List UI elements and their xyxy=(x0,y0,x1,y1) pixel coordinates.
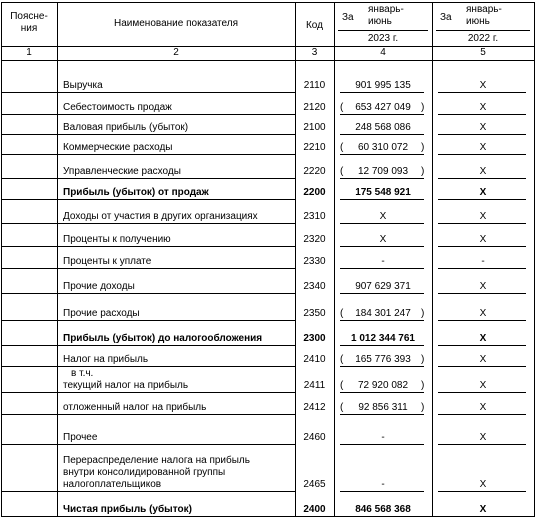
value-underline xyxy=(340,491,424,492)
row-code: 2411 xyxy=(303,380,326,391)
row-code: 2210 xyxy=(303,142,326,153)
row-value-previous: X xyxy=(479,432,487,443)
row-code: 2300 xyxy=(303,333,326,344)
row-value-previous: X xyxy=(479,166,487,177)
row-divider xyxy=(1,246,295,247)
value-underline xyxy=(438,223,526,224)
row-name: Проценты к получению xyxy=(63,234,171,245)
row-value-current: 901 995 135 xyxy=(355,80,411,91)
row-value-current: 12 709 093 xyxy=(357,166,409,177)
row-code: 2220 xyxy=(303,166,326,177)
column-number: 1 xyxy=(26,47,32,58)
value-underline xyxy=(340,92,424,93)
header-period-underline xyxy=(338,30,428,31)
row-name-line: внутри консолидированной группы xyxy=(63,467,226,478)
row-code: 2320 xyxy=(303,234,326,245)
value-underline xyxy=(438,199,526,200)
value-underline xyxy=(438,366,526,367)
row-value-previous: X xyxy=(479,354,487,365)
row-value-previous: X xyxy=(479,122,487,133)
row-value-current: 165 776 393 xyxy=(355,354,411,365)
row-code: 2200 xyxy=(303,187,326,198)
row-name: Себестоимость продаж xyxy=(63,102,172,113)
row-value-previous: X xyxy=(479,142,487,153)
row-divider xyxy=(1,366,295,367)
negative-close-paren: ) xyxy=(421,308,425,319)
row-code: 2350 xyxy=(303,308,326,319)
row-value-current: 248 568 086 xyxy=(355,122,411,133)
negative-close-paren: ) xyxy=(421,380,425,391)
value-underline xyxy=(438,178,526,179)
value-underline xyxy=(340,320,424,321)
row-code: 2310 xyxy=(303,211,326,222)
row-divider xyxy=(1,199,295,200)
negative-close-paren: ) xyxy=(421,142,425,153)
value-underline xyxy=(438,134,526,135)
row-value-previous: - xyxy=(481,256,485,267)
column-divider xyxy=(57,2,58,516)
value-underline xyxy=(438,491,526,492)
row-code: 2110 xyxy=(303,80,326,91)
table-top-border xyxy=(1,2,535,3)
row-name: Налог на прибыль xyxy=(63,354,149,365)
row-name: текущий налог на прибыль xyxy=(63,380,189,391)
negative-open-paren: ( xyxy=(340,402,344,413)
row-code: 2465 xyxy=(303,479,326,490)
row-value-current: 184 301 247 xyxy=(355,308,411,319)
row-name: Доходы от участия в других организациях xyxy=(63,211,258,222)
value-underline xyxy=(340,178,424,179)
header-explanations: ния xyxy=(20,23,38,34)
header-explanations: Поясне- xyxy=(10,11,48,22)
negative-open-paren: ( xyxy=(340,354,344,365)
row-value-current: 175 548 921 xyxy=(355,187,411,198)
value-underline xyxy=(438,345,526,346)
row-code: 2120 xyxy=(303,102,326,113)
value-underline xyxy=(340,114,424,115)
row-value-current: - xyxy=(381,479,385,490)
row-name: отложенный налог на прибыль xyxy=(63,402,207,413)
row-divider xyxy=(1,293,295,294)
row-code: 2460 xyxy=(303,432,326,443)
value-underline xyxy=(340,134,424,135)
value-underline xyxy=(438,268,526,269)
row-code: 2100 xyxy=(303,122,326,133)
row-value-current: 72 920 082 xyxy=(357,380,409,391)
row-value-previous: X xyxy=(479,333,487,344)
row-name: Управленческие расходы xyxy=(63,166,181,177)
header-period-year: 2023 г. xyxy=(367,33,399,44)
row-divider xyxy=(1,154,295,155)
row-divider xyxy=(1,223,295,224)
header-period-months: январь- xyxy=(368,4,404,15)
header-period-prefix: За xyxy=(440,12,452,23)
value-underline xyxy=(340,223,424,224)
value-underline xyxy=(438,114,526,115)
header-period-prefix: За xyxy=(342,12,354,23)
row-name-line: Перераспределение налога на прибыль xyxy=(63,455,250,466)
row-value-previous: X xyxy=(479,80,487,91)
negative-close-paren: ) xyxy=(421,166,425,177)
negative-open-paren: ( xyxy=(340,166,344,177)
header-period-year: 2022 г. xyxy=(467,33,499,44)
row-code: 2340 xyxy=(303,281,326,292)
value-underline xyxy=(438,154,526,155)
row-value-previous: X xyxy=(479,308,487,319)
negative-open-paren: ( xyxy=(340,308,344,319)
negative-close-paren: ) xyxy=(421,102,425,113)
row-value-previous: X xyxy=(479,479,487,490)
row-value-current: X xyxy=(379,211,387,222)
row-name: Валовая прибыль (убыток) xyxy=(63,122,189,133)
row-divider xyxy=(1,345,295,346)
row-name: Выручка xyxy=(63,80,103,91)
row-divider xyxy=(1,92,295,93)
row-divider xyxy=(1,392,295,393)
row-name-line: налогоплательщиков xyxy=(63,479,162,490)
row-value-current: 653 427 049 xyxy=(355,102,411,113)
negative-close-paren: ) xyxy=(421,402,425,413)
value-underline xyxy=(340,268,424,269)
row-value-current: 907 629 371 xyxy=(355,281,411,292)
value-underline xyxy=(438,444,526,445)
value-underline xyxy=(438,246,526,247)
value-underline xyxy=(340,293,424,294)
row-name: Чистая прибыль (убыток) xyxy=(63,504,192,515)
negative-open-paren: ( xyxy=(340,380,344,391)
value-underline xyxy=(340,392,424,393)
row-value-current: X xyxy=(379,234,387,245)
row-divider xyxy=(1,444,295,445)
value-underline xyxy=(340,414,424,415)
row-value-current: 60 310 072 xyxy=(357,142,409,153)
row-value-previous: X xyxy=(479,102,487,113)
column-divider xyxy=(534,2,535,516)
row-value-previous: X xyxy=(479,234,487,245)
row-divider xyxy=(1,414,295,415)
row-code: 2410 xyxy=(303,354,326,365)
row-name: Прибыль (убыток) от продаж xyxy=(63,187,209,198)
row-value-current: 92 856 311 xyxy=(358,402,408,413)
header-period-months: июнь xyxy=(368,16,392,27)
row-name: Прибыль (убыток) до налогообложения xyxy=(63,333,263,344)
row-value-previous: X xyxy=(479,402,487,413)
row-name: Прочие расходы xyxy=(63,308,140,319)
header-period-months: июнь xyxy=(466,16,490,27)
row-code: 2400 xyxy=(303,504,326,515)
value-underline xyxy=(340,246,424,247)
value-underline xyxy=(438,293,526,294)
negative-open-paren: ( xyxy=(340,142,344,153)
negative-open-paren: ( xyxy=(340,102,344,113)
row-value-previous: X xyxy=(479,281,487,292)
row-divider xyxy=(1,320,295,321)
column-numbers-bottom-border xyxy=(1,60,535,61)
row-divider xyxy=(1,178,295,179)
column-number: 4 xyxy=(380,47,386,58)
row-value-current: 1 012 344 761 xyxy=(351,333,415,344)
row-name: Прочие доходы xyxy=(63,281,135,292)
value-underline xyxy=(340,345,424,346)
row-divider xyxy=(1,134,295,135)
value-underline xyxy=(438,392,526,393)
row-value-current: - xyxy=(381,432,385,443)
value-underline xyxy=(340,444,424,445)
value-underline xyxy=(438,320,526,321)
column-number: 2 xyxy=(173,47,179,58)
row-name: Проценты к уплате xyxy=(63,256,152,267)
header-period-months: январь- xyxy=(466,4,502,15)
row-value-current: 846 568 368 xyxy=(355,504,411,515)
row-name: Прочее xyxy=(63,432,98,443)
header-code: Код xyxy=(305,20,323,31)
value-underline xyxy=(340,154,424,155)
row-divider xyxy=(1,491,295,492)
value-underline xyxy=(340,366,424,367)
row-divider xyxy=(1,114,295,115)
row-value-current: - xyxy=(381,256,385,267)
row-value-previous: X xyxy=(479,211,487,222)
header-period-underline xyxy=(436,30,530,31)
value-underline xyxy=(438,414,526,415)
column-divider xyxy=(1,2,2,516)
row-value-previous: X xyxy=(479,504,487,515)
row-code: 2330 xyxy=(303,256,326,267)
column-number: 3 xyxy=(311,47,318,58)
row-value-previous: X xyxy=(479,380,487,391)
row-divider xyxy=(1,268,295,269)
row-value-previous: X xyxy=(479,187,487,198)
value-underline xyxy=(340,199,424,200)
row-name-prefix: в т.ч. xyxy=(71,368,94,379)
column-number: 5 xyxy=(480,47,486,58)
header-indicator-name: Наименование показателя xyxy=(114,18,238,29)
row-code: 2412 xyxy=(303,402,326,413)
value-underline xyxy=(438,92,526,93)
row-name: Коммерческие расходы xyxy=(63,142,173,153)
negative-close-paren: ) xyxy=(421,354,425,365)
